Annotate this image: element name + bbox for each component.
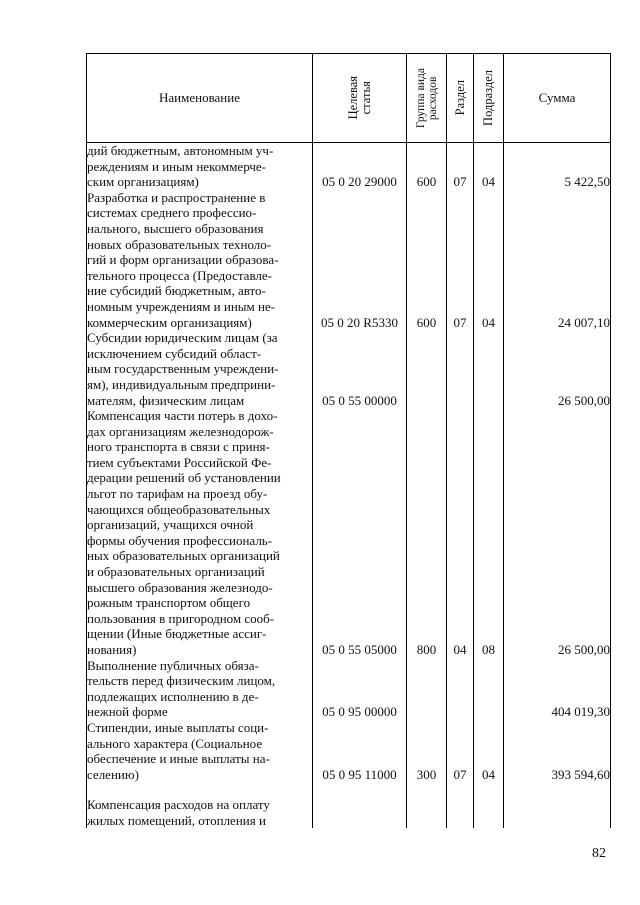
table-row xyxy=(87,330,611,408)
row-group: 600 xyxy=(407,143,447,190)
row-name: Субсидии юридическим лицам (за исключением субсидий област- ным государственным учреждени- ям), индивидуальным предприни- мателям, физическим лицам xyxy=(87,330,313,408)
row-subsection: 04 xyxy=(474,190,504,330)
header-expense-group: Группа вида расходов xyxy=(407,54,447,143)
table-header-row xyxy=(87,54,611,143)
row-sum: 393 594,60 xyxy=(504,720,611,782)
row-group: 600 xyxy=(407,190,447,330)
row-sum xyxy=(504,782,611,828)
header-target-article: Целевая статья xyxy=(313,54,407,143)
row-subsection xyxy=(474,782,504,828)
row-sum: 26 500,00 xyxy=(504,330,611,408)
row-sum: 404 019,30 xyxy=(504,658,611,720)
row-group xyxy=(407,330,447,408)
row-name: Компенсация расходов на оплату жилых помещений, отопления и xyxy=(87,782,313,828)
row-section: 04 xyxy=(447,408,474,658)
row-group: 300 xyxy=(407,720,447,782)
row-name: Выполнение публичных обяза- тельств перед физическим лицом, подлежащих исполнению в де- нежной форме xyxy=(87,658,313,720)
row-subsection xyxy=(474,330,504,408)
row-section xyxy=(447,782,474,828)
row-name: Разработка и распространение в системах среднего профессио- нального, высшего образования новых образовательных техноло- гий и форм организации образова- тельного процесса (Предоставле- ние субсидий бюджетным, авто- номным учреждениям и иным не- коммерческим организациям) xyxy=(87,190,313,330)
table-row-continued xyxy=(87,782,611,828)
table-row xyxy=(87,720,611,782)
row-group xyxy=(407,782,447,828)
header-sum: Сумма xyxy=(504,54,611,143)
row-target-code: 05 0 95 11000 xyxy=(313,720,407,782)
row-target-code: 05 0 20 R5330 xyxy=(313,190,407,330)
row-subsection: 04 xyxy=(474,143,504,190)
row-target-code: 05 0 95 00000 xyxy=(313,658,407,720)
row-section xyxy=(447,658,474,720)
row-target-code: 05 0 20 29000 xyxy=(313,143,407,190)
table-row xyxy=(87,190,611,330)
row-sum: 5 422,50 xyxy=(504,143,611,190)
row-name: Стипендии, иные выплаты соци- ального характера (Социальное обеспечение и иные выплаты на- селению) xyxy=(87,720,313,782)
page-number: 82 xyxy=(592,846,606,861)
table-row xyxy=(87,658,611,720)
row-section xyxy=(447,330,474,408)
row-section: 07 xyxy=(447,720,474,782)
row-target-code: 05 0 55 00000 xyxy=(313,330,407,408)
row-section: 07 xyxy=(447,143,474,190)
row-subsection: 08 xyxy=(474,408,504,658)
row-section: 07 xyxy=(447,190,474,330)
header-section: Раздел xyxy=(447,54,474,143)
row-target-code: 05 0 55 05000 xyxy=(313,408,407,658)
row-sum: 26 500,00 xyxy=(504,408,611,658)
header-subsection: Подраздел xyxy=(474,54,504,143)
table-row xyxy=(87,408,611,658)
row-target-code xyxy=(313,782,407,828)
header-name: Наименование xyxy=(87,54,313,143)
table-row xyxy=(87,143,611,190)
row-group xyxy=(407,658,447,720)
row-group: 800 xyxy=(407,408,447,658)
row-name: дий бюджетным, автономным уч- реждениям и иным некоммерче- ским организациям) xyxy=(87,143,313,190)
budget-table xyxy=(86,53,611,828)
row-sum: 24 007,10 xyxy=(504,190,611,330)
row-subsection xyxy=(474,658,504,720)
row-name: Компенсация части потерь в дохо- дах организациям железнодорож- ного транспорта в связи с приня- тием субъектами Российской Фе- дерации решений об установлении льгот по тарифам на проезд обу- чающихся общеобразовательных организаций, учащихся очной формы обучения профессиональ- ных образовательных организаций и образовательных организаций высшего образования железнодо- рожным транспортом общего пользования в пригородном сооб- щении (Иные бюджетные ассиг- нования) xyxy=(87,408,313,658)
row-subsection: 04 xyxy=(474,720,504,782)
